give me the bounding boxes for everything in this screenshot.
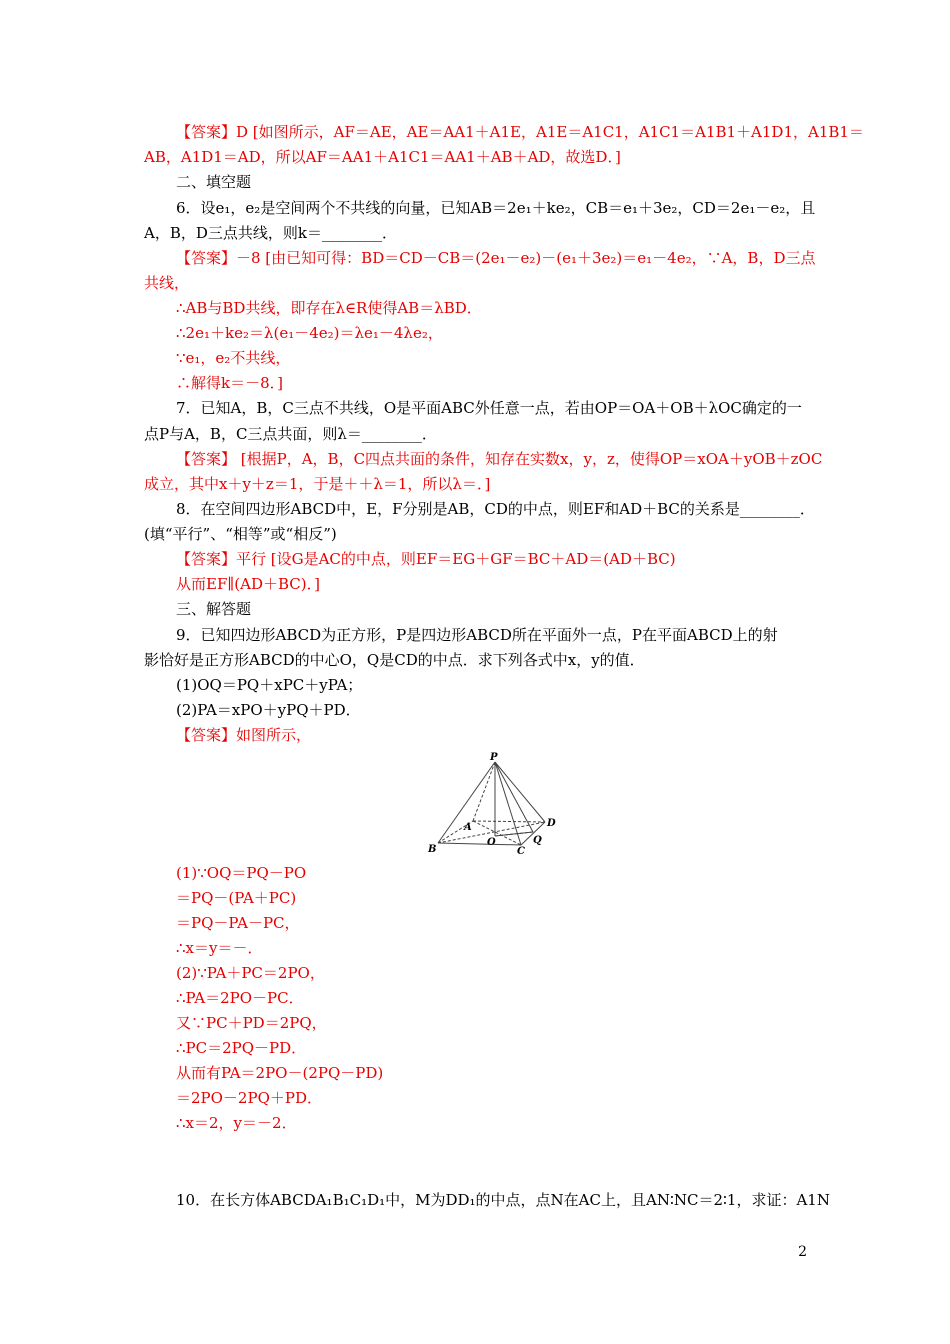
question-6-line-2: A，B，D三点共线，则k＝________．: [144, 224, 397, 242]
answer-7-line-2: 成立，其中x＋y＋z＝1，于是＋＋λ＝1，所以λ＝．]: [144, 475, 491, 493]
answer-6-line-5: ∵e₁，e₂不共线，: [176, 349, 291, 367]
question-9-line-1: 9．已知四边形ABCD为正方形，P是四边形ABCD所在平面外一点，P在平面ABCD上的射: [176, 626, 778, 644]
answer-9-line-3: ＝PQ－PA－PC，: [176, 914, 300, 932]
section-solve-heading: 三、解答题: [176, 600, 252, 618]
answer-7-line-1: 【答案】 [根据P，A，B，C四点共面的条件，知存在实数x，y，z，使得OP＝xOA＋yOB＋zOC: [176, 450, 823, 468]
question-9-part-2: (2)PA＝xPO＋yPQ＋PD．: [176, 701, 361, 719]
answer-9-line-2: ＝PQ－(PA＋PC): [176, 889, 297, 907]
label-C: C: [517, 846, 525, 857]
answer-6-line-1: 【答案】－8 [由已知可得：BD＝CD－CB＝(2e₁－e₂)－(e₁＋3e₂)＝e₁－4e₂，∵A，B，D三点: [176, 249, 816, 267]
question-10-line-1: 10．在长方体ABCDA₁B₁C₁D₁中，M为DD₁的中点，点N在AC上，且AN∶NC＝2∶1，求证：A1N: [176, 1191, 830, 1209]
answer-9-line-8: ∴PC＝2PQ－PD．: [176, 1039, 307, 1057]
answer-5-line-1: 【答案】D [如图所示，AF＝AE，AE＝AA1＋A1E，A1E＝A1C1，A1C1＝A1B1＋A1D1，A1B1＝: [176, 123, 864, 141]
answer-6-line-4: ∴2e₁＋ke₂＝λ(e₁－4e₂)＝λe₁－4λe₂，: [176, 324, 443, 342]
pyramid-figure: [425, 750, 565, 858]
answer-8-line-2: 从而EF∥(AD＋BC)．]: [176, 575, 320, 593]
label-B: B: [428, 844, 437, 855]
question-9-part-1: (1)OQ＝PQ＋xPC＋yPA；: [176, 676, 363, 694]
label-D: D: [547, 818, 556, 829]
label-Q: Q: [533, 835, 542, 846]
question-6-line-1: 6．设e₁，e₂是空间两个不共线的向量，已知AB＝2e₁＋ke₂，CB＝e₁＋3e₂，CD＝2e₁－e₂，且: [176, 199, 816, 217]
label-A: A: [464, 822, 472, 833]
answer-9-line-6: ∴PA＝2PO－PC．: [176, 989, 304, 1007]
answer-9-line-10: ＝2PO－2PQ＋PD．: [176, 1089, 322, 1107]
answer-9-line-11: ∴x＝2，y＝－2．: [176, 1114, 297, 1132]
question-8-line-1: 8．在空间四边形ABCD中，E，F分别是AB，CD的中点，则EF和AD＋BC的关系是________．: [176, 500, 815, 518]
label-O: O: [487, 837, 496, 848]
answer-9-line-5: (2)∵PA＋PC＝2PO，: [176, 964, 325, 982]
answer-6-line-3: ∴AB与BD共线，即存在λ∈R使得AB＝λBD．: [176, 299, 482, 317]
section-fill-in-heading: 二、填空题: [176, 173, 252, 191]
question-7-line-2: 点P与A，B，C三点共面，则λ＝________．: [144, 425, 437, 443]
answer-9-line-7: 又∵PC＋PD＝2PQ，: [176, 1014, 327, 1032]
answer-6-line-2: 共线，: [144, 274, 190, 292]
question-9-line-2: 影恰好是正方形ABCD的中心O，Q是CD的中点．求下列各式中x，y的值．: [144, 651, 645, 669]
answer-6-line-6: ∴解得k＝－8．]: [176, 374, 283, 392]
answer-9-intro: 【答案】如图所示，: [176, 726, 312, 744]
label-P: P: [490, 752, 498, 763]
question-8-line-2: (填“平行”、“相等”或“相反”): [144, 525, 337, 543]
answer-5-line-2: AB，A1D1＝AD，所以AF＝AA1＋A1C1＝AA1＋AB＋AD，故选D．]: [144, 148, 621, 166]
question-7-line-1: 7．已知A，B，C三点不共线，O是平面ABC外任意一点，若由OP＝OA＋OB＋λOC确定的一: [176, 399, 802, 417]
answer-9-line-1: (1)∵OQ＝PQ－PO: [176, 864, 307, 882]
page-number: 2: [798, 1244, 807, 1260]
answer-9-line-9: 从而有PA＝2PO－(2PQ－PD): [176, 1064, 384, 1082]
answer-8-line-1: 【答案】平行 [设G是AC的中点，则EF＝EG＋GF＝BC＋AD＝(AD＋BC): [176, 550, 676, 568]
answer-9-line-4: ∴x＝y＝－．: [176, 939, 263, 957]
